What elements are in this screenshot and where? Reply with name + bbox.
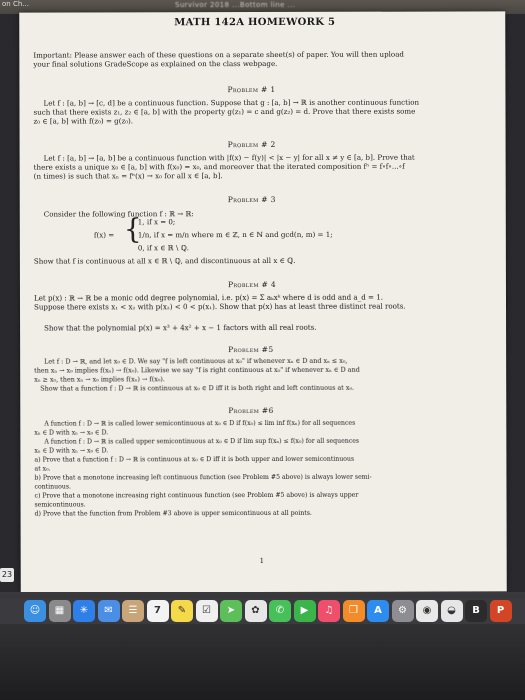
page-number: 1 — [259, 556, 265, 566]
important-line-1: Important: Please answer each of these questions on a separate sheet(s) of paper. You will then upload — [33, 49, 404, 60]
music-icon[interactable] — [318, 600, 340, 622]
problem-5-line-3: xₙ ≥ x₀, then xₙ → x₀ implies f(xₙ) → f(x₀). — [34, 375, 165, 384]
problem-3-intro: Consider the following function f : ℝ → ℝ: — [43, 209, 194, 219]
maps-icon-glyph: ➤ — [226, 605, 236, 616]
problem-4-heading: Problem # 4 — [227, 279, 277, 290]
problem-1-heading: Problem # 1 — [227, 84, 276, 95]
facetime-icon[interactable] — [294, 600, 316, 622]
messages-icon[interactable] — [269, 600, 291, 622]
problem-1-line-3: z₀ ∈ [a, b] with f(z₀) = g(z₀). — [33, 116, 134, 126]
problem-6-line-8: continuous. — [34, 483, 71, 491]
mail-icon[interactable] — [98, 600, 120, 622]
mail-icon-glyph: ✉ — [104, 605, 113, 616]
problem-6-line-6: at x₀. — [34, 465, 51, 473]
reminders-icon[interactable] — [196, 600, 218, 622]
problem-6-line-9: c) Prove that a monotone increasing right continuous function (see Problem #5 above) is always upper — [34, 491, 359, 500]
problem-6-line-2: xₙ ∈ D with xₙ → x₀ ∈ D. — [34, 429, 109, 437]
notes-icon-glyph: ✎ — [177, 605, 187, 616]
problem-4-part-b: Show that the polynomial p(x) = x³ + 4x² + x − 1 factors with all real roots. — [44, 322, 317, 333]
problem-5-line-2: then xₙ → x₀ implies f(xₙ) → f(x₀). Likewise we say "f is right continuous at x₀" if whenever xₙ ∈ D and — [34, 365, 360, 375]
launchpad-icon[interactable] — [49, 600, 71, 622]
problem-3-conclusion: Show that f is continuous at all x ∈ ℝ \ ℚ, and discontinuous at all x ∈ ℚ. — [33, 255, 296, 266]
safari-icon-glyph: ✳ — [79, 605, 89, 616]
calendar-icon[interactable] — [147, 600, 169, 622]
bbedit-icon-glyph: B — [472, 605, 480, 616]
books-icon-glyph: ❒ — [349, 605, 358, 616]
finder-icon[interactable] — [24, 600, 46, 622]
music-icon-glyph: ♫ — [324, 605, 334, 616]
problem-3-heading: Problem # 3 — [227, 194, 276, 205]
problem-4-line-1: Let p(x) : ℝ → ℝ be a monic odd degree polynomial, i.e. p(x) = Σ aₖxᵏ where d is odd and a_d = 1. — [33, 292, 383, 303]
problem-6-line-11: d) Prove that the function from Problem #3 above is upper semicontinuous at all points. — [34, 509, 312, 518]
contacts-icon-glyph: ☰ — [128, 605, 138, 616]
contacts-icon[interactable] — [122, 600, 144, 622]
chrome-icon-glyph: ◉ — [422, 605, 432, 616]
bear-icon-glyph: ◒ — [447, 605, 456, 616]
top-bar-left-text: on Ch... — [2, 0, 29, 8]
problem-3-case-1: 1, if x = 0; — [137, 217, 176, 227]
appstore-icon-glyph: A — [374, 605, 382, 616]
bear-icon[interactable] — [441, 600, 463, 622]
homework-sheet — [19, 11, 507, 592]
problem-2-line-2: there exists a unique x₀ ∈ [a, b] with f(x₀) = x₀, and moreover that the iterated composition fⁿ = f∘f∘...∘f — [33, 161, 405, 172]
calendar-icon-glyph: 7 — [154, 605, 161, 616]
problem-5-heading: Problem #5 — [228, 344, 274, 355]
problem-6-line-3: A function f : D → ℝ is called upper semicontinuous at x₀ ∈ D if lim sup f(xₙ) ≤ f(x₀) for all sequences — [44, 437, 360, 446]
safari-icon[interactable] — [73, 600, 95, 622]
problem-3-case-2: 1/n, if x = m/n where m ∈ ℤ, n ∈ ℕ and gcd(n, m) = 1; — [137, 229, 333, 240]
problem-2-line-3: (n times) is such that xₙ = fⁿ(x) → x₀ for all x ∈ [a, b]. — [33, 171, 223, 181]
books-icon[interactable] — [343, 600, 365, 622]
bbedit-icon[interactable] — [465, 600, 487, 622]
problem-1-line-1: Let f : [a, b] → [c, d] be a continuous function. Suppose that g : [a, b] → ℝ is another continuous function — [43, 97, 420, 108]
problem-4-line-2: Suppose there exists x₁ < x₂ with p(x₂) < 0 < p(x₁). Show that p(x) has at least three distinct real roots. — [34, 301, 406, 312]
appstore-icon[interactable] — [367, 600, 389, 622]
problem-3-brace: { — [123, 212, 142, 246]
launchpad-icon-glyph: ▦ — [54, 605, 65, 616]
problem-6-line-4: xₙ ∈ D with xₙ → x₀ ∈ D. — [34, 447, 109, 455]
powerpoint-icon[interactable] — [490, 600, 512, 622]
dock — [0, 592, 525, 700]
problem-2-line-1: Let f : [a, b] → [a, b] be a continuous function with |f(x) − f(y)| < |x − y| for all x ≠ y ∈ [a, b]. Prove that — [43, 152, 415, 163]
problem-2-heading: Problem # 2 — [227, 139, 276, 150]
problem-3-fx: f(x) = — [93, 230, 115, 240]
problem-6-line-1: A function f : D → ℝ is called lower semicontinuous at x₀ ∈ D if f(x₀) ≤ lim inf f(xₙ) for all sequences — [44, 419, 356, 428]
photos-icon-glyph: ✿ — [251, 605, 260, 616]
powerpoint-icon-glyph: P — [496, 605, 505, 616]
finder-icon-glyph: ☺ — [29, 605, 41, 616]
photos-icon[interactable] — [245, 600, 267, 622]
problem-5-line-4: Show that a function f : D → ℝ is continuous at x₀ ∈ D iff it is both right and left continuous at x₀. — [40, 383, 355, 393]
notes-icon[interactable] — [171, 600, 193, 622]
settings-icon[interactable] — [392, 600, 414, 622]
facetime-icon-glyph: ▶ — [300, 605, 309, 616]
problem-1-line-2: such that there exists z₁, z₂ ∈ [a, b] with the property g(z₁) = c and g(z₂) = d. Prove that there exists some — [33, 106, 416, 117]
reminders-icon-glyph: ☑ — [202, 605, 211, 616]
top-bar-center-text: Survivor 2018 ...Bottom line ... — [175, 1, 296, 9]
important-line-2: your final solutions GradeScope as explained on the class webpage. — [33, 58, 278, 69]
chrome-icon[interactable] — [416, 600, 438, 622]
page-title: MATH 142A HOMEWORK 5 — [174, 16, 336, 29]
maps-icon[interactable] — [220, 600, 242, 622]
problem-6-line-7: b) Prove that a monotone increasing left continuous function (see Problem #5 above) is always lower semi- — [34, 473, 372, 482]
problem-6-line-10: semicontinuous. — [34, 501, 86, 509]
problem-6-line-5: a) Prove that a function f : D → ℝ is continuous at x₀ ∈ D iff it is both upper and lower semicontinuous — [34, 455, 355, 464]
problem-6-heading: Problem #6 — [228, 405, 274, 416]
messages-icon-glyph: ✆ — [275, 605, 285, 616]
problem-3-case-3: 0, if x ∈ ℝ \ ℚ. — [137, 243, 190, 253]
settings-icon-glyph: ⚙ — [398, 605, 407, 616]
problem-5-line-1: Let f : D → ℝ, and let x₀ ∈ D. We say "f is left continuous at x₀" if whenever xₙ ∈ D and xₙ ≤ x₀, — [44, 356, 348, 366]
corner-badge: 23 — [0, 568, 14, 582]
